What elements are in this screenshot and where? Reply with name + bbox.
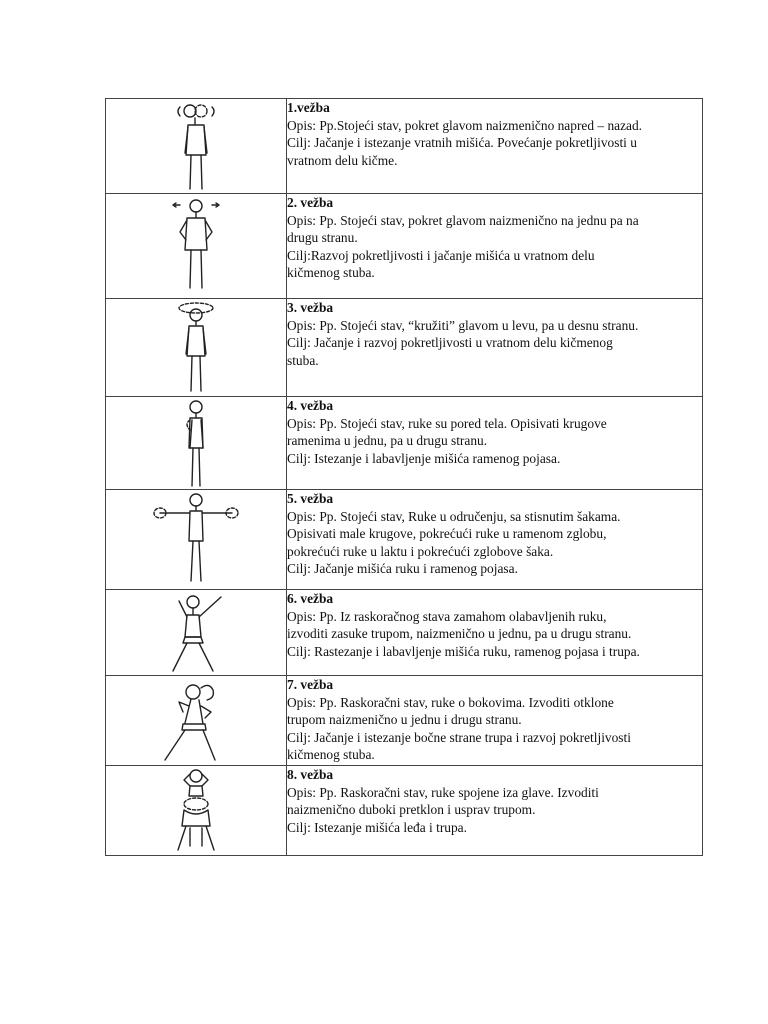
- exercise-description-line: vratnom delu kičme.: [287, 152, 398, 168]
- exercise-description-line: Cilj: Istezanje mišića leđa i trupa.: [287, 819, 467, 835]
- exercise-title: 5. vežba: [287, 491, 334, 506]
- exercise-title: 6. vežba: [287, 591, 334, 606]
- figure-side-bend-icon: [151, 676, 241, 764]
- exercise-title: 4. vežba: [287, 398, 334, 413]
- figure-shoulder-circle-icon: [156, 397, 236, 489]
- exercise-row-7: [106, 676, 703, 766]
- exercise-title: 8. vežba: [287, 767, 334, 782]
- exercise-figure-cell: [106, 194, 287, 299]
- exercise-description-line: Cilj: Istezanje i labavljenje mišića ramenog pojasa.: [287, 450, 561, 466]
- exercise-description-line: drugu stranu.: [287, 230, 358, 245]
- exercise-row-8: [106, 766, 703, 856]
- exercise-row-2: [106, 194, 703, 299]
- exercise-description-line: kičmenog stuba.: [287, 747, 375, 762]
- exercise-description-line: Opis: Pp. Iz raskoračnog stava zamahom olabavljenih ruku,: [287, 608, 607, 624]
- exercise-table: [105, 98, 703, 856]
- exercise-description-line: stuba.: [287, 352, 319, 368]
- exercise-row-6: [106, 590, 703, 676]
- exercise-title: 2. vežba: [287, 195, 334, 210]
- figure-head-circle-icon: [156, 299, 236, 395]
- exercise-description-line: Opis: Pp. Stojeći stav, pokret glavom naizmenično na jednu pa na: [287, 212, 639, 228]
- exercise-description-line: trupom naizmenično u jednu i drugu stranu.: [287, 712, 522, 727]
- exercise-title: 3. vežba: [287, 300, 334, 315]
- exercise-text-cell: [287, 590, 703, 676]
- exercise-row-3: [106, 299, 703, 397]
- exercise-description-line: pokrećući ruke u laktu i pokrećući zglobove šaka.: [287, 543, 554, 559]
- exercise-description-line: Opis: Pp. Raskoračni stav, ruke spojene iza glave. Izvoditi: [287, 784, 599, 800]
- figure-forward-bend-icon: [156, 766, 236, 854]
- figure-head-nod-icon: [156, 99, 236, 192]
- exercise-title: 1.vežba: [287, 100, 330, 115]
- exercise-figure-cell: [106, 676, 287, 766]
- exercise-description-line: Opis: Pp. Raskoračni stav, ruke o bokovima. Izvoditi otklone: [287, 694, 614, 710]
- exercise-description-line: ramenima u jednu, pa u drugu stranu.: [287, 433, 488, 448]
- exercise-description-line: Opis: Pp. Stojeći stav, “kružiti” glavom u levu, pa u desnu stranu.: [287, 317, 639, 333]
- exercise-description-line: Cilj: Rastezanje i labavljenje mišića ruku, ramenog pojasa i trupa.: [287, 643, 640, 659]
- exercise-text-cell: [287, 397, 703, 490]
- exercise-figure-cell: [106, 490, 287, 590]
- exercise-text-cell: [287, 676, 703, 766]
- exercise-text-cell: [287, 490, 703, 590]
- exercise-figure-cell: [106, 99, 287, 194]
- exercise-description-line: Cilj: Jačanje mišića ruku i ramenog pojasa.: [287, 561, 518, 576]
- exercise-description-line: kičmenog stuba.: [287, 265, 375, 280]
- exercise-description-line: Opis: Pp. Stojeći stav, ruke su pored tela. Opisivati krugove: [287, 415, 607, 431]
- exercise-row-1: [106, 99, 703, 194]
- figure-trunk-twist-icon: [151, 590, 241, 674]
- exercise-figure-cell: [106, 299, 287, 397]
- exercise-description-line: izvoditi zasuke trupom, naizmenično u jednu, pa u drugu stranu.: [287, 626, 632, 641]
- exercise-description-line: Cilj: Jačanje i razvoj pokretljivosti u vratnom delu kičmenog: [287, 335, 613, 350]
- figure-arm-circles-icon: [146, 490, 246, 588]
- exercise-description-line: Opisivati male krugove, pokrećući ruke u ramenom zglobu,: [287, 526, 607, 541]
- exercise-title: 7. vežba: [287, 677, 334, 692]
- exercise-row-5: [106, 490, 703, 590]
- exercise-text-cell: [287, 99, 703, 194]
- exercise-figure-cell: [106, 397, 287, 490]
- exercise-description-line: naizmenično duboki pretklon i usprav trupom.: [287, 802, 536, 817]
- exercise-text-cell: [287, 299, 703, 397]
- figure-head-tilt-icon: [156, 194, 236, 294]
- exercise-description-line: Cilj: Jačanje i istezanje bočne strane trupa i razvoj pokretljivosti: [287, 729, 631, 745]
- exercise-description-line: Cilj:Razvoj pokretljivosti i jačanje mišića u vratnom delu: [287, 247, 595, 263]
- exercise-description-line: Opis: Pp. Stojeći stav, Ruke u odručenju, sa stisnutim šakama.: [287, 508, 621, 524]
- exercise-text-cell: [287, 766, 703, 856]
- exercise-description-line: Opis: Pp.Stojeći stav, pokret glavom naizmenično napred – nazad.: [287, 117, 643, 133]
- exercise-description-line: Cilj: Jačanje i istezanje vratnih mišića. Povećanje pokretljivosti u: [287, 135, 637, 150]
- exercise-figure-cell: [106, 590, 287, 676]
- exercise-text-cell: [287, 194, 703, 299]
- exercise-figure-cell: [106, 766, 287, 856]
- exercise-row-4: [106, 397, 703, 490]
